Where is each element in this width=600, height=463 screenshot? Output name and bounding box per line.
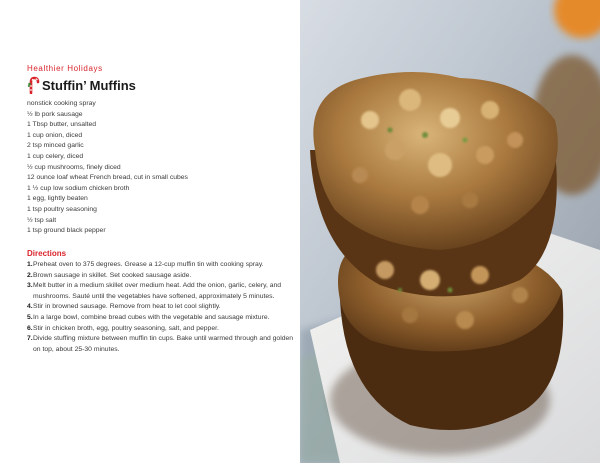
step-number: 6. xyxy=(27,324,33,332)
direction-step xyxy=(27,334,297,355)
ingredient-item: 1 tsp ground black pepper xyxy=(27,227,106,235)
ingredients-list xyxy=(27,99,188,237)
step-text: Melt butter in a medium skillet over medium heat. Add the onion, garlic, celery, and mushrooms. Sauté until the vegetables have softened, approximately 5 minutes. xyxy=(33,282,282,300)
step-number: 1. xyxy=(27,261,33,268)
title-row xyxy=(27,76,136,94)
ingredient-item: 1 cup celery, diced xyxy=(27,152,84,160)
direction-step xyxy=(27,281,297,302)
recipe-title: Stuffin’ Muffins xyxy=(42,77,136,93)
step-number: 3. xyxy=(27,282,33,290)
ingredient-item: 1 Tbsp butter, unsalted xyxy=(27,121,97,129)
stuffing-muffins-photo xyxy=(300,0,600,463)
step-text: Brown sausage in skillet. Set cooked sausage aside. xyxy=(33,271,192,279)
ingredient-item: 1 egg, lightly beaten xyxy=(27,195,88,203)
directions-heading: Directions xyxy=(27,249,67,258)
directions-list xyxy=(27,260,297,355)
step-number: 5. xyxy=(27,313,33,321)
direction-step xyxy=(27,271,297,282)
ingredient-item: 12 ounce loaf wheat French bread, cut in small cubes xyxy=(27,174,188,182)
candy-cane-icon xyxy=(27,76,40,94)
direction-step xyxy=(27,324,297,335)
direction-step xyxy=(27,302,297,313)
ingredient-item: 1 ½ cup low sodium chicken broth xyxy=(27,184,130,192)
direction-step xyxy=(27,313,297,324)
step-text: Stir in chicken broth, egg, poultry seasoning, salt, and pepper. xyxy=(33,324,219,332)
step-text: Preheat oven to 375 degrees. Grease a 12-cup muffin tin with cooking spray. xyxy=(33,261,264,268)
step-text: In a large bowl, combine bread cubes with the vegetable and sausage mixture. xyxy=(33,313,270,321)
step-number: 4. xyxy=(27,303,33,311)
ingredient-item: ½ cup mushrooms, finely diced xyxy=(27,163,121,171)
ingredient-item: ½ lb pork sausage xyxy=(27,110,83,118)
ingredient-item: ½ tsp salt xyxy=(27,216,57,224)
step-text: Stir in browned sausage. Remove from heat to let cool slightly. xyxy=(33,303,221,311)
direction-step xyxy=(27,260,297,271)
step-text: Divide stuffing mixture between muffin tin cups. Bake until warmed through and golden on top, about 25-30 minutes. xyxy=(33,335,294,353)
ingredient-item: 1 tsp poultry seasoning xyxy=(27,205,97,213)
ingredient-item: 2 tsp minced garlic xyxy=(27,142,84,150)
ingredient-item: nonstick cooking spray xyxy=(27,100,96,107)
step-number: 2. xyxy=(27,271,33,279)
series-label: Healthier Holidays xyxy=(27,64,103,73)
ingredient-item: 1 cup onion, diced xyxy=(27,131,83,139)
step-number: 7. xyxy=(27,335,33,343)
